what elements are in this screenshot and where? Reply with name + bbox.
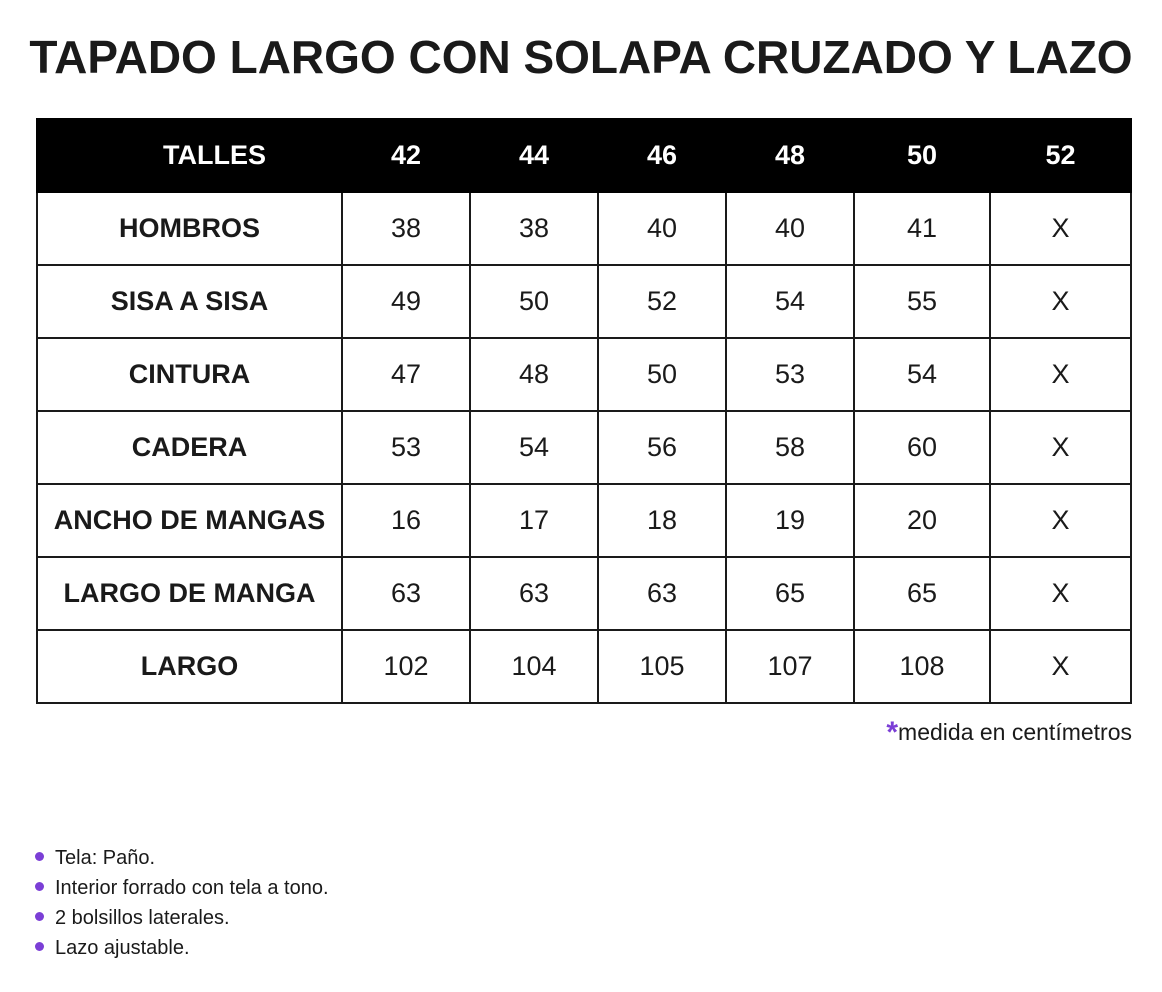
table-cell: 102 (342, 630, 470, 703)
table-cell: 108 (854, 630, 990, 703)
size-header: 48 (726, 119, 854, 192)
table-cell: 107 (726, 630, 854, 703)
table-cell: 50 (470, 265, 598, 338)
bullet-icon (35, 882, 44, 891)
table-cell: 63 (342, 557, 470, 630)
size-header: 50 (854, 119, 990, 192)
size-chart-table (36, 118, 1132, 704)
footnote-text: medida en centímetros (898, 719, 1132, 745)
row-label: CINTURA (37, 338, 342, 411)
size-header: 52 (990, 119, 1131, 192)
feature-text: Tela: Paño. (55, 847, 156, 869)
table-cell: 58 (726, 411, 854, 484)
size-header: 46 (598, 119, 726, 192)
table-cell: 38 (470, 192, 598, 265)
bullet-icon (35, 942, 44, 951)
size-header: 44 (470, 119, 598, 192)
table-cell: 20 (854, 484, 990, 557)
table-cell: 65 (854, 557, 990, 630)
table-cell: 53 (726, 338, 854, 411)
table-cell: 65 (726, 557, 854, 630)
table-cell: 53 (342, 411, 470, 484)
table-cell: 47 (342, 338, 470, 411)
table-cell: X (990, 484, 1131, 557)
table-cell: 63 (598, 557, 726, 630)
row-label: SISA A SISA (37, 265, 342, 338)
table-cell: 54 (726, 265, 854, 338)
table-cell: 55 (854, 265, 990, 338)
table-cell: 60 (854, 411, 990, 484)
list-item (35, 873, 329, 903)
table-cell: X (990, 192, 1131, 265)
table-cell: 49 (342, 265, 470, 338)
table-cell: 63 (470, 557, 598, 630)
table-cell: 48 (470, 338, 598, 411)
header-row (37, 119, 1131, 192)
row-label: LARGO DE MANGA (37, 557, 342, 630)
table-cell: 19 (726, 484, 854, 557)
row-label: LARGO (37, 630, 342, 703)
row-label: ANCHO DE MANGAS (37, 484, 342, 557)
table-cell: 17 (470, 484, 598, 557)
table-cell: X (990, 630, 1131, 703)
table-cell: 40 (598, 192, 726, 265)
table-cell: 40 (726, 192, 854, 265)
units-footnote (886, 716, 1132, 750)
feature-list (35, 843, 329, 963)
row-label: HOMBROS (37, 192, 342, 265)
table-cell: X (990, 411, 1131, 484)
bullet-icon (35, 852, 44, 861)
bullet-icon (35, 912, 44, 921)
size-header: 42 (342, 119, 470, 192)
feature-text: Interior forrado con tela a tono. (55, 877, 329, 899)
table-cell: X (990, 557, 1131, 630)
table-cell: 16 (342, 484, 470, 557)
table-cell: 52 (598, 265, 726, 338)
header-corner-label: TALLES (37, 119, 342, 192)
table-cell: X (990, 265, 1131, 338)
table-row (37, 338, 1131, 411)
list-item (35, 933, 329, 963)
table-cell: 54 (470, 411, 598, 484)
table-row (37, 265, 1131, 338)
table-row (37, 192, 1131, 265)
table-row (37, 557, 1131, 630)
table-cell: 105 (598, 630, 726, 703)
list-item (35, 903, 329, 933)
feature-text: 2 bolsillos laterales. (55, 907, 230, 929)
table-row (37, 630, 1131, 703)
table-cell: 18 (598, 484, 726, 557)
table-cell: 104 (470, 630, 598, 703)
asterisk-icon: * (886, 716, 899, 749)
table-cell: 54 (854, 338, 990, 411)
table-row (37, 484, 1131, 557)
page-title: TAPADO LARGO CON SOLAPA CRUZADO Y LAZO (29, 31, 1133, 83)
table-cell: X (990, 338, 1131, 411)
table-cell: 50 (598, 338, 726, 411)
list-item (35, 843, 329, 873)
table-row (37, 411, 1131, 484)
table-cell: 38 (342, 192, 470, 265)
table-cell: 41 (854, 192, 990, 265)
feature-text: Lazo ajustable. (55, 937, 190, 959)
row-label: CADERA (37, 411, 342, 484)
table-cell: 56 (598, 411, 726, 484)
